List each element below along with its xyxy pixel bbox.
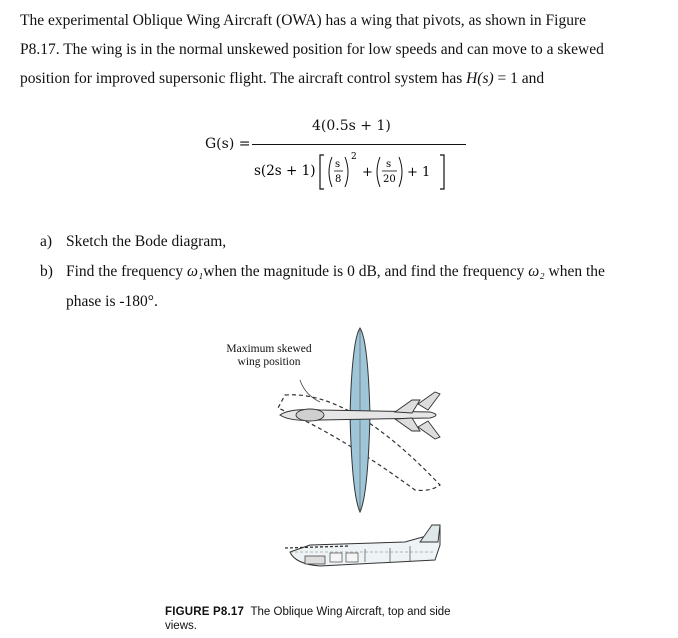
question-a-text: Sketch the Bode diagram, xyxy=(66,233,227,250)
formula-denominator xyxy=(254,151,474,197)
question-b-continuation: phase is -180°. xyxy=(66,293,158,310)
term2-denominator: 20 xyxy=(383,174,396,185)
term1-exponent: 2 xyxy=(351,152,357,162)
tail-right xyxy=(395,418,420,431)
outer-bracket-left xyxy=(320,155,324,189)
question-a-label: a) xyxy=(40,233,53,250)
question-a xyxy=(40,232,660,252)
oblique-wing-aircraft-figure xyxy=(190,320,490,590)
annotation-line-1: Maximum skewed xyxy=(226,343,312,355)
term1-numerator: s xyxy=(335,159,341,170)
term2-numerator: s xyxy=(386,159,392,170)
outer-bracket-right xyxy=(440,155,444,189)
paren-1-left xyxy=(329,157,332,187)
paren-2-left xyxy=(377,157,380,187)
paren-2-right xyxy=(399,157,402,187)
question-b-label: b) xyxy=(40,263,53,280)
h-of-s: H(s) xyxy=(466,70,494,87)
stabilizer-upper xyxy=(418,392,440,410)
question-b-text-3: when the xyxy=(544,263,605,280)
side-window-2 xyxy=(346,553,358,562)
term1-denominator: 8 xyxy=(335,174,342,185)
paren-1-right xyxy=(345,157,348,187)
plus-one: + 1 xyxy=(407,165,431,180)
problem-line-2: P8.17. The wing is in the normal unskewed position for low speeds and can move to a skewed xyxy=(20,41,604,58)
denominator-prefix: s(2s + 1) xyxy=(254,163,316,179)
problem-line-3-suffix: = 1 and xyxy=(493,70,545,87)
question-b-text-2: when the magnitude is 0 dB, and find the frequency xyxy=(203,263,529,280)
side-window-1 xyxy=(330,553,342,562)
formula-numerator: 4(0.5s + 1) xyxy=(312,118,391,134)
caption-text: The Oblique Wing Aircraft, top and side xyxy=(250,606,451,618)
side-engine-inlet xyxy=(305,556,325,564)
omega-2: ω₂ xyxy=(528,263,545,280)
plus-sign: + xyxy=(362,165,373,180)
formula-lhs: G(s) = xyxy=(205,136,251,152)
problem-line-1: The experimental Oblique Wing Aircraft (OWA) has a wing that pivots, as shown in Figure xyxy=(20,12,587,29)
annotation-pointer xyxy=(300,380,320,402)
annotation-line-2: wing position xyxy=(237,356,301,368)
problem-line-3 xyxy=(20,64,660,93)
question-b-text-1: Find the frequency xyxy=(66,263,187,280)
engine-pod xyxy=(296,409,324,421)
figure-caption xyxy=(165,605,625,633)
problem-line-3-text: position for improved supersonic flight. The aircraft control system has xyxy=(20,70,467,87)
fraction-bar xyxy=(252,144,466,145)
tail-left xyxy=(395,400,420,413)
omega-1: ω₁ xyxy=(186,263,204,280)
caption-continuation: views. xyxy=(165,620,197,632)
transfer-function xyxy=(0,118,678,198)
stabilizer-lower xyxy=(418,421,440,439)
problem-statement xyxy=(20,6,660,93)
caption-id: FIGURE P8.17 xyxy=(165,606,245,618)
vertical-tail-side xyxy=(420,525,440,542)
question-b xyxy=(40,262,660,282)
